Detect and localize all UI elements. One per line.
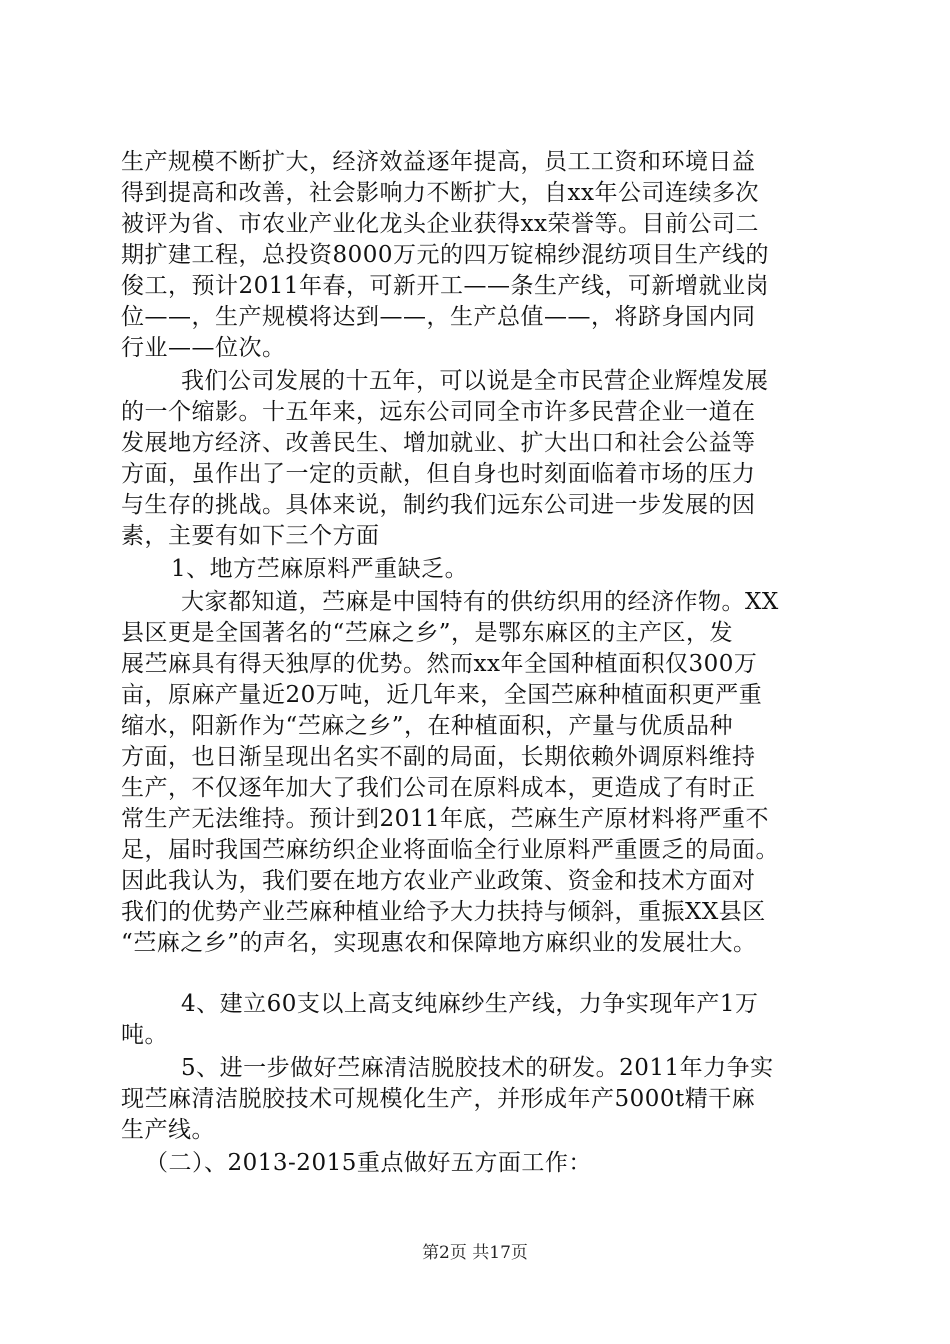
section-heading: 1、地方苎麻原料严重缺乏。 xyxy=(171,556,469,582)
text-line: 缩水，阳新作为“苎麻之乡”，在种植面积，产量与优质品种 xyxy=(121,713,734,739)
list-item-first-line: 5、进一步做好苎麻清洁脱胶技术的研发。2011年力争实 xyxy=(181,1055,774,1081)
page-number-footer: 第2页 共17页 xyxy=(422,1243,528,1263)
text-line: 位——，生产规模将达到——，生产总值——，将跻身国内同 xyxy=(121,304,756,330)
text-line: 生产，不仅逐年加大了我们公司在原料成本，更造成了有时正 xyxy=(121,775,756,801)
text-line: 素，主要有如下三个方面 xyxy=(121,523,380,549)
paragraph-first-line: 我们公司发展的十五年，可以说是全市民营企业辉煌发展 xyxy=(181,368,769,394)
text-line: 的一个缩影。十五年来，远东公司同全市许多民营企业一道在 xyxy=(121,399,756,425)
text-line: 方面，也日渐呈现出名实不副的局面，长期依赖外调原料维持 xyxy=(121,744,756,770)
text-line: 俊工，预计2011年春，可新开工——条生产线，可新增就业岗 xyxy=(121,273,770,299)
text-line: 足，届时我国苎麻纺织企业将面临全行业原料严重匮乏的局面。 xyxy=(121,837,779,863)
text-line: 生产规模不断扩大，经济效益逐年提高，员工工资和环境日益 xyxy=(121,149,756,175)
text-line: 期扩建工程，总投资8000万元的四万锭棉纱混纺项目生产线的 xyxy=(121,242,770,268)
text-line: 行业——位次。 xyxy=(121,335,286,361)
text-line: 我们的优势产业苎麻种植业给予大力扶持与倾斜，重振XX县区 xyxy=(121,899,766,925)
text-line: 与生存的挑战。具体来说，制约我们远东公司进一步发展的因 xyxy=(121,492,756,518)
text-line: 因此我认为，我们要在地方农业产业政策、资金和技术方面对 xyxy=(121,868,756,894)
text-line: 常生产无法维持。预计到2011年底，苎麻生产原材料将严重不 xyxy=(121,806,770,832)
paragraph-first-line: 大家都知道，苎麻是中国特有的供纺织用的经济作物。XX xyxy=(181,589,779,615)
text-line: 方面，虽作出了一定的贡献，但自身也时刻面临着市场的压力 xyxy=(121,461,756,487)
text-line: 现苎麻清洁脱胶技术可规模化生产，并形成年产5000t精干麻 xyxy=(121,1086,756,1112)
text-line: 亩，原麻产量近20万吨，近几年来，全国苎麻种植面积更严重 xyxy=(121,682,763,708)
text-line: 得到提高和改善，社会影响力不断扩大，自xx年公司连续多次 xyxy=(121,180,759,206)
text-line: 展苎麻具有得天独厚的优势。然而xx年全国种植面积仅300万 xyxy=(121,651,758,677)
text-line: 吨。 xyxy=(121,1022,168,1048)
text-line: 被评为省、市农业产业化龙头企业获得xx荣誉等。目前公司二 xyxy=(121,211,759,237)
text-line: 生产线。 xyxy=(121,1117,215,1143)
section-heading: （二）、2013-2015重点做好五方面工作： xyxy=(145,1150,592,1176)
text-line: 县区更是全国著名的“苎麻之乡”，是鄂东麻区的主产区，发 xyxy=(121,620,734,646)
text-line: “苎麻之乡”的声名，实现惠农和保障地方麻织业的发展壮大。 xyxy=(121,930,757,956)
text-line: 发展地方经济、改善民生、增加就业、扩大出口和社会公益等 xyxy=(121,430,756,456)
list-item-first-line: 4、建立60支以上高支纯麻纱生产线，力争实现年产1万 xyxy=(181,991,759,1017)
